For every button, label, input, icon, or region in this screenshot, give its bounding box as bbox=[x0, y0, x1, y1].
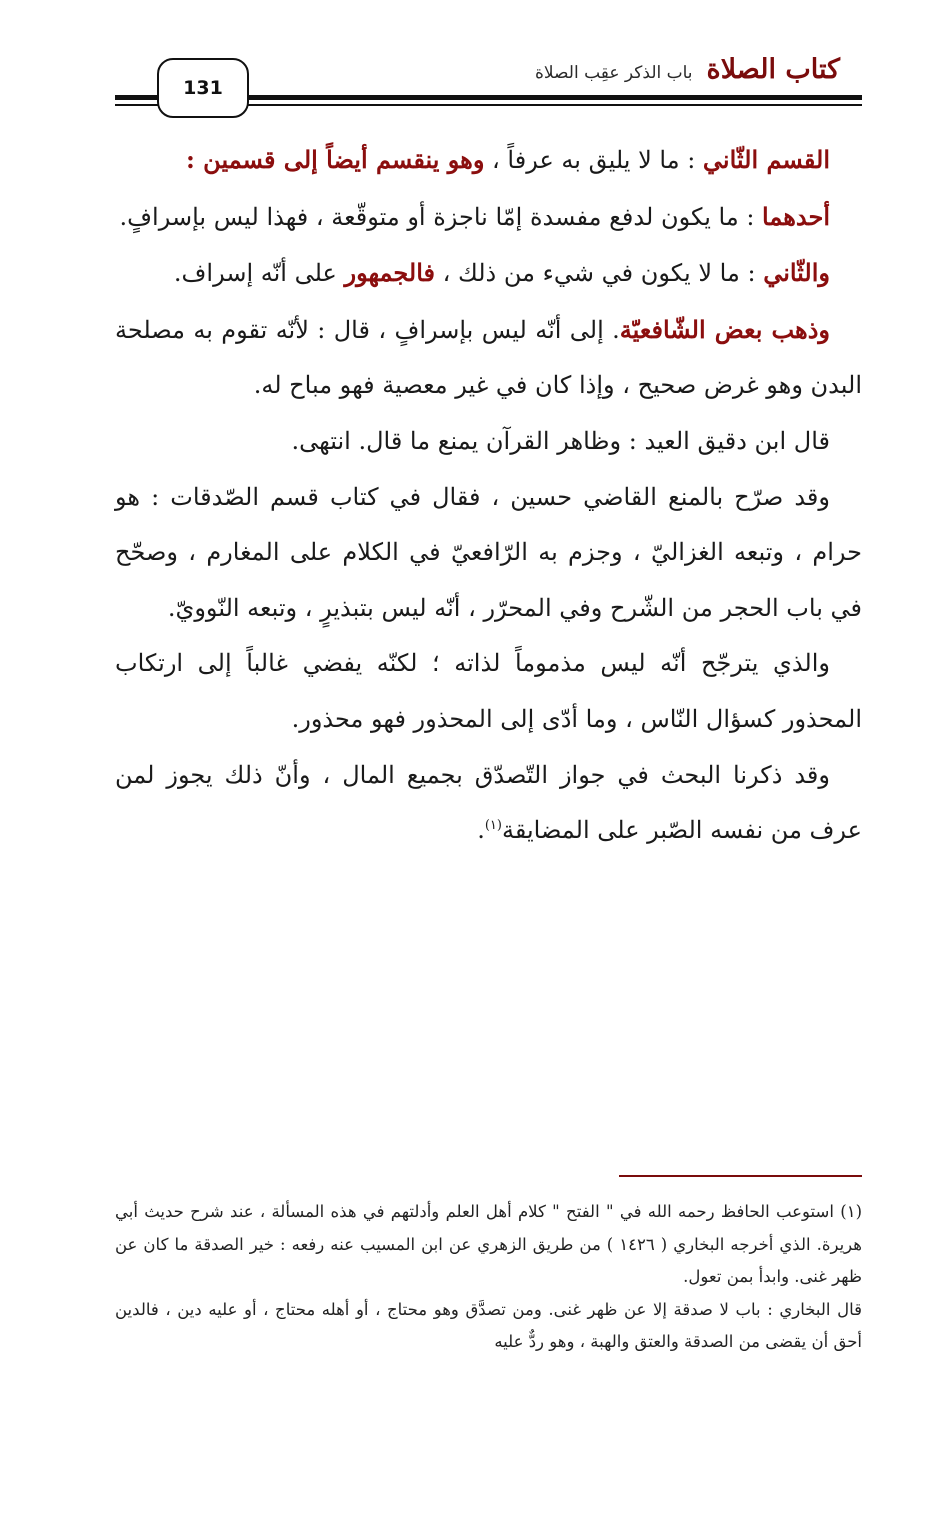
paragraph-text: : ما يكون لدفع مفسدة إمّا ناجزة أو متوقّعة ، فهذا ليس بإسرافٍ. bbox=[119, 202, 763, 231]
paragraph-5: قال ابن دقيق العيد : وظاهر القرآن يمنع ما قال. انتهى. bbox=[291, 426, 830, 455]
heading-first: أحدهما bbox=[762, 201, 830, 231]
page-number: 131 bbox=[183, 77, 223, 99]
paragraph-8 bbox=[115, 748, 862, 859]
paragraph-1 bbox=[115, 132, 862, 189]
paragraph-text: وقد ذكرنا البحث في جواز التّصدّق بجميع المال ، وأنّ ذلك يجوز لمن عرف من نفسه الصّبر على المضايقة bbox=[115, 760, 862, 845]
book-title: كتاب الصلاة bbox=[706, 54, 840, 85]
chapter-title: باب الذكر عقِب الصلاة bbox=[534, 63, 693, 83]
footnote-1-continued: قال البخاري : باب لا صدقة إلا عن ظهر غنى. ومن تصدَّق وهو محتاج ، أو أهله محتاج ، أو عليه دين ، فالدين أحق أن يقضى من الصدقة والعتق والهبة ، وهو ردٌّ عليه bbox=[115, 1299, 862, 1351]
heading-second: والثّاني bbox=[763, 258, 830, 288]
footnote-reference[interactable]: (١) bbox=[484, 818, 502, 834]
running-head bbox=[535, 54, 840, 85]
footnote-1: (١) استوعب الحافظ رحمه الله في " الفتح " كلام أهل العلم وأدلتهم في هذه المسألة ، عند شرح حديث أبي هريرة. الذي أخرجه البخاري ( ١٤٢٦ ) من طريق الزهري عن ابن المسيب عنه رفعه : خير الصدقة ما كان عن ظهر غنى. وابدأ بمن تعول. bbox=[115, 1202, 862, 1286]
paragraph-end: . bbox=[477, 816, 485, 845]
heading-second-section: القسم الثّاني bbox=[702, 145, 830, 174]
footnotes bbox=[115, 1196, 862, 1359]
paragraph-text: : ما لا يليق به عرفاً ، bbox=[484, 146, 703, 174]
footnote-separator bbox=[619, 1175, 862, 1177]
paragraph-4 bbox=[115, 302, 862, 414]
page-number-box bbox=[157, 58, 249, 118]
heading-shafii: وذهب بعض الشّافعيّة bbox=[619, 314, 830, 344]
paragraph-3 bbox=[115, 245, 862, 302]
paragraph-text: : ما لا يكون في شيء من ذلك ، bbox=[435, 259, 764, 288]
highlight-majority: فالجمهور bbox=[344, 258, 436, 288]
paragraph-7: والذي يترجّح أنّه ليس مذموماً لذاته ؛ لكنّه يفضي غالباً إلى ارتكاب المحذور كسؤال النّاس ، وما أدّى إلى المحذور فهو محذور. bbox=[115, 649, 862, 733]
highlight-phrase: وهو ينقسم أيضاً إلى قسمين : bbox=[185, 145, 485, 174]
paragraph-text: . إلى أنّه ليس بإسرافٍ ، قال : لأنّه تقوم به مصلحة البدن وهو غرض صحيح ، وإذا كان في غير معصية فهو مباح له. bbox=[115, 315, 862, 400]
main-text bbox=[115, 132, 862, 859]
paragraph-text-tail: على أنّه إسراف. bbox=[173, 259, 345, 288]
paragraph-6: وقد صرّح بالمنع القاضي حسين ، فقال في كتاب قسم الصّدقات : هو حرام ، وتبعه الغزاليّ ، وجزم به الرّافعيّ في الكلام على المغارم ، وصحّح في باب الحجر من الشّرح وفي المحرّر ، أنّه ليس بتبذيرٍ ، وتبعه النّوويّ. bbox=[115, 482, 862, 622]
paragraph-2 bbox=[115, 189, 862, 246]
